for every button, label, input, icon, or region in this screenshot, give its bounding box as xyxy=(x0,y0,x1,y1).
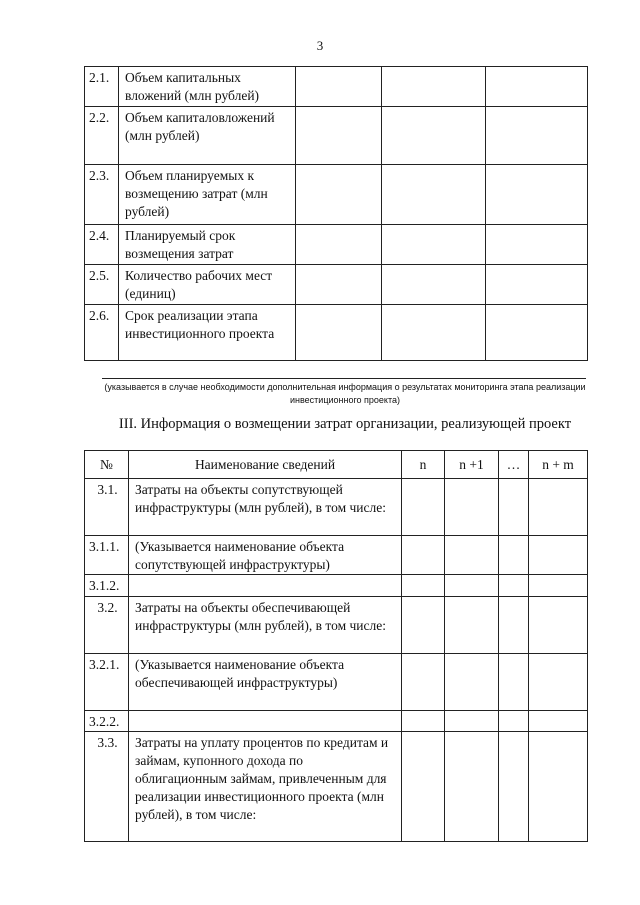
value-cell xyxy=(529,479,588,536)
value-cell xyxy=(486,67,588,107)
value-cell xyxy=(486,107,588,165)
table-row xyxy=(85,305,588,361)
value-cell xyxy=(445,711,499,732)
value-cell xyxy=(382,265,486,305)
value-cell xyxy=(445,575,499,597)
value-cell xyxy=(402,479,445,536)
value-cell xyxy=(296,67,382,107)
reimbursement-table xyxy=(84,450,588,842)
row-name xyxy=(129,575,402,597)
value-cell xyxy=(296,305,382,361)
table-row xyxy=(85,536,588,575)
value-cell xyxy=(296,265,382,305)
value-cell xyxy=(486,305,588,361)
row-number: 3.1.1. xyxy=(85,536,129,575)
row-name: Затраты на объекты сопутствующей инфраструктуры (млн рублей), в том числе: xyxy=(129,479,402,536)
value-cell xyxy=(486,265,588,305)
row-name: Количество рабочих мест (единиц) xyxy=(119,265,296,305)
value-cell xyxy=(499,732,529,842)
value-cell xyxy=(445,732,499,842)
value-cell xyxy=(382,225,486,265)
row-number: 2.4. xyxy=(85,225,119,265)
value-cell xyxy=(445,597,499,654)
row-number: 3.2.1. xyxy=(85,654,129,711)
value-cell xyxy=(445,536,499,575)
page-number: 3 xyxy=(316,38,324,53)
header-name: Наименование сведений xyxy=(129,451,402,479)
row-name: Объем капиталовложений (млн рублей) xyxy=(119,107,296,165)
row-number: 2.1. xyxy=(85,67,119,107)
table-row xyxy=(85,165,588,225)
value-cell xyxy=(486,165,588,225)
table-row xyxy=(85,654,588,711)
row-name: Объем капитальных вложений (млн рублей) xyxy=(119,67,296,107)
row-number: 2.3. xyxy=(85,165,119,225)
value-cell xyxy=(529,654,588,711)
value-cell xyxy=(402,732,445,842)
value-cell xyxy=(445,654,499,711)
row-name: Планируемый срок возмещения затрат xyxy=(119,225,296,265)
table-row xyxy=(85,479,588,536)
header-number: № xyxy=(85,451,129,479)
header-year-n: n xyxy=(402,451,445,479)
row-name: (Указывается наименование объекта обеспечивающей инфраструктуры) xyxy=(129,654,402,711)
header-year-n1: n +1 xyxy=(445,451,499,479)
row-name: (Указывается наименование объекта сопутствующей инфраструктуры) xyxy=(129,536,402,575)
value-cell xyxy=(529,597,588,654)
header-ellipsis: … xyxy=(499,451,529,479)
value-cell xyxy=(529,536,588,575)
table-row xyxy=(85,732,588,842)
value-cell xyxy=(382,165,486,225)
value-cell xyxy=(529,711,588,732)
row-number: 2.6. xyxy=(85,305,119,361)
table-header-row xyxy=(85,451,588,479)
value-cell xyxy=(402,536,445,575)
note-text: (указывается в случае необходимости дополнительная информация о результатах мониторинга этапа реализации инвестиционного проекта) xyxy=(104,382,586,405)
row-number: 2.2. xyxy=(85,107,119,165)
row-number: 3.2. xyxy=(85,597,129,654)
value-cell xyxy=(529,732,588,842)
table-row xyxy=(85,225,588,265)
value-cell xyxy=(499,654,529,711)
value-cell xyxy=(382,67,486,107)
value-cell xyxy=(402,711,445,732)
note-divider xyxy=(102,378,586,379)
value-cell xyxy=(296,107,382,165)
value-cell xyxy=(499,536,529,575)
value-cell xyxy=(296,165,382,225)
value-cell xyxy=(499,479,529,536)
value-cell xyxy=(296,225,382,265)
value-cell xyxy=(382,107,486,165)
value-cell xyxy=(499,575,529,597)
value-cell xyxy=(499,597,529,654)
value-cell xyxy=(486,225,588,265)
header-year-nm: n + m xyxy=(529,451,588,479)
value-cell xyxy=(402,575,445,597)
row-name xyxy=(129,711,402,732)
row-name: Затраты на объекты обеспечивающей инфраструктуры (млн рублей), в том числе: xyxy=(129,597,402,654)
value-cell xyxy=(529,575,588,597)
row-name: Объем планируемых к возмещению затрат (млн рублей) xyxy=(119,165,296,225)
row-number: 2.5. xyxy=(85,265,119,305)
row-number: 3.3. xyxy=(85,732,129,842)
table-row xyxy=(85,711,588,732)
value-cell xyxy=(499,711,529,732)
table-row xyxy=(85,107,588,165)
section-title: III. Информация о возмещении затрат организации, реализующей проект xyxy=(118,416,572,432)
row-number: 3.1. xyxy=(85,479,129,536)
monitoring-table xyxy=(84,66,588,361)
value-cell xyxy=(445,479,499,536)
row-name: Затраты на уплату процентов по кредитам и займам, купонного дохода по облигационным займам, привлеченным для реализации инвестиционного проекта (млн рублей), в том числе: xyxy=(129,732,402,842)
row-number: 3.2.2. xyxy=(85,711,129,732)
row-number: 3.1.2. xyxy=(85,575,129,597)
table-row xyxy=(85,597,588,654)
value-cell xyxy=(402,597,445,654)
value-cell xyxy=(402,654,445,711)
table-row xyxy=(85,265,588,305)
row-name: Срок реализации этапа инвестиционного проекта xyxy=(119,305,296,361)
table-row xyxy=(85,67,588,107)
table-row xyxy=(85,575,588,597)
value-cell xyxy=(382,305,486,361)
